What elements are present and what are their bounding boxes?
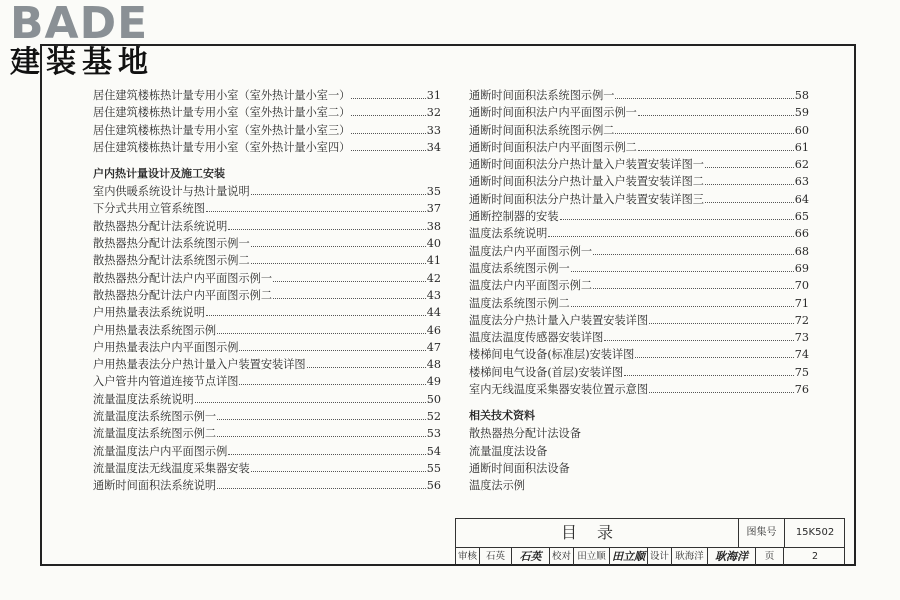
- toc-left-list: [93, 183, 441, 494]
- designer-signature: 耿海洋: [708, 548, 756, 565]
- toc-entry: [93, 183, 441, 200]
- toc-entry-title: 居住建筑楼栋热计量专用小室（室外热计量小室二）: [93, 106, 351, 120]
- toc-entry: [469, 139, 809, 156]
- toc-entry: [93, 304, 441, 321]
- toc-entry-page: 55: [426, 461, 441, 475]
- toc-entry-page: 40: [426, 237, 441, 251]
- toc-entry: [93, 339, 441, 356]
- dot-leader: [228, 220, 425, 230]
- dot-leader: [604, 331, 793, 341]
- dot-leader: [217, 479, 426, 489]
- toc-entry: [93, 460, 441, 477]
- toc-entry-title: 居住建筑楼栋热计量专用小室（室外热计量小室一）: [93, 89, 351, 102]
- dot-leader: [206, 202, 426, 212]
- toc-entry: [93, 373, 441, 390]
- toc-entry-title: 户用热量表法分户热计量入户装置安装详图: [93, 358, 306, 372]
- dot-leader: [615, 124, 793, 134]
- dot-leader: [571, 262, 794, 272]
- toc-entry-page: 56: [426, 479, 441, 493]
- checker-name: 田立顺: [574, 548, 610, 565]
- toc-entry-title: 通断控制器的安装: [469, 210, 559, 224]
- toc-entry-title: 室内供暖系统设计与热计量说明: [93, 185, 250, 199]
- toc-entry: [469, 295, 809, 312]
- title-block: [455, 518, 845, 564]
- toc-entry-title: 户用热量表法户内平面图示例: [93, 340, 239, 354]
- checker-signature: 田立顺: [610, 548, 648, 565]
- toc-entry: [469, 104, 809, 121]
- dot-leader: [649, 383, 794, 393]
- design-label: 设计: [648, 548, 672, 565]
- toc-entry-page: 62: [794, 158, 809, 172]
- toc-entry: [93, 139, 441, 156]
- toc-entry-page: 69: [794, 261, 809, 275]
- toc-entry-title: 流量温度法户内平面图示例: [93, 444, 228, 458]
- toc-right-list: [469, 87, 809, 398]
- toc-entry-title: 通断时间面积法分户热计量入户装置安装详图二: [469, 175, 704, 189]
- dot-leader: [251, 462, 426, 472]
- toc-entry-page: 65: [794, 210, 809, 224]
- toc-entry: [469, 381, 809, 398]
- reviewer-name: 石英: [480, 548, 512, 565]
- toc-entry-title: 散热器热分配计法系统说明: [93, 219, 228, 233]
- toc-entry-page: 44: [426, 306, 441, 320]
- toc-entry: [93, 287, 441, 304]
- drawing-title: 目录: [560, 523, 633, 542]
- toc-entry-title: 通断时间面积法系统说明: [93, 479, 217, 493]
- dot-leader: [635, 348, 793, 358]
- toc-entry-title: 温度法户内平面图示例一: [469, 244, 593, 258]
- dot-leader: [307, 358, 426, 368]
- toc-entry-page: 43: [426, 288, 441, 302]
- title-block-sign-row: [456, 548, 844, 565]
- toc-entry-page: 66: [794, 227, 809, 241]
- toc-entry-page: 38: [426, 219, 441, 233]
- toc-entry-title: 居住建筑楼栋热计量专用小室（室外热计量小室三）: [93, 123, 351, 137]
- toc-entry-page: 50: [426, 392, 441, 406]
- toc-entry-title: 温度法系统说明: [469, 227, 548, 241]
- toc-entry-page: 34: [426, 140, 441, 154]
- toc-entry-page: 42: [426, 271, 441, 285]
- toc-entry: [469, 191, 809, 208]
- page-label: 页: [756, 548, 784, 565]
- toc-entry-page: 70: [794, 279, 809, 293]
- section-title-indoor: 户内热计量设计及施工安装: [93, 167, 225, 181]
- section-gap: [93, 156, 441, 164]
- toc-entry-title: 流量温度法系统图示例一: [93, 410, 217, 424]
- related-item: 温度法示例: [469, 479, 525, 493]
- toc-entry-page: 76: [794, 383, 809, 397]
- bade-logo-chinese: 建装基地: [10, 45, 154, 80]
- toc-entry-page: 31: [426, 89, 441, 102]
- dot-leader: [251, 185, 426, 195]
- toc-entry-title: 流量温度法系统说明: [93, 392, 194, 406]
- toc-entry: [93, 443, 441, 460]
- toc-entry-title: 居住建筑楼栋热计量专用小室（室外热计量小室四）: [93, 140, 351, 154]
- section-gap: [469, 398, 809, 406]
- toc-entry: [93, 322, 441, 339]
- toc-entry-page: 46: [426, 323, 441, 337]
- toc-entry: [469, 122, 809, 139]
- toc-entry: [93, 391, 441, 408]
- toc-entry-title: 通断时间面积法户内平面图示例二: [469, 140, 637, 154]
- review-label: 审核: [456, 548, 480, 565]
- toc-entry-title: 散热器热分配计法户内平面图示例二: [93, 288, 273, 302]
- toc-entry: [93, 425, 441, 442]
- toc-left-column: [93, 87, 441, 495]
- toc-entry-title: 户用热量表法系统说明: [93, 306, 205, 320]
- toc-entry-page: 32: [426, 106, 441, 120]
- related-item: 流量温度法设备: [469, 444, 548, 458]
- toc-entry-title: 室内无线温度采集器安装位置示意图: [469, 383, 649, 397]
- toc-entry-page: 59: [794, 106, 809, 120]
- dot-leader: [593, 279, 794, 289]
- toc-entry-page: 71: [794, 296, 809, 310]
- toc-entry-title: 温度法温度传感器安装详图: [469, 331, 604, 345]
- toc-entry: [469, 243, 809, 260]
- toc-entry: [93, 270, 441, 287]
- toc-entry-title: 温度法分户热计量入户装置安装详图: [469, 313, 649, 327]
- dot-leader: [615, 89, 793, 99]
- dot-leader: [351, 124, 425, 134]
- bade-logo: BADE: [10, 0, 149, 49]
- dot-leader: [638, 141, 794, 151]
- toc-entry-title: 温度法系统图示例一: [469, 261, 570, 275]
- designer-name: 耿海洋: [672, 548, 708, 565]
- dot-leader: [351, 141, 425, 151]
- toc-entry-title: 流量温度法系统图示例二: [93, 427, 217, 441]
- dot-leader: [217, 324, 426, 334]
- toc-entry-page: 48: [426, 358, 441, 372]
- toc-entry: [469, 156, 809, 173]
- toc-entry-page: 35: [426, 185, 441, 199]
- dot-leader: [593, 245, 794, 255]
- dot-leader: [251, 254, 426, 264]
- toc-entry-page: 33: [426, 123, 441, 137]
- toc-entry: [469, 277, 809, 294]
- toc-entry-page: 73: [794, 331, 809, 345]
- toc-entry-page: 58: [794, 89, 809, 102]
- toc-entry-page: 64: [794, 192, 809, 206]
- toc-entry: [93, 235, 441, 252]
- related-item: 散热器热分配计法设备: [469, 427, 581, 441]
- dot-leader: [217, 410, 426, 420]
- toc-entry: [93, 122, 441, 139]
- toc-entry: [469, 329, 809, 346]
- dot-leader: [560, 210, 794, 220]
- toc-entry: [469, 173, 809, 190]
- dot-leader: [273, 272, 426, 282]
- dot-leader: [217, 427, 426, 437]
- toc-entry-title: 户用热量表法系统图示例: [93, 323, 217, 337]
- dot-leader: [548, 227, 793, 237]
- toc-entry: [469, 260, 809, 277]
- toc-right-column: [469, 87, 809, 495]
- toc-entry: [93, 477, 441, 494]
- toc-entry: [93, 87, 441, 104]
- dot-leader: [351, 89, 425, 99]
- toc-entry: [469, 364, 809, 381]
- toc-entry-title: 温度法户内平面图示例二: [469, 279, 593, 293]
- dot-leader: [273, 289, 426, 299]
- toc-entry-page: 47: [426, 340, 441, 354]
- toc-entry-title: 散热器热分配计法系统图示例一: [93, 237, 250, 251]
- toc-entry: [93, 408, 441, 425]
- check-label: 校对: [550, 548, 574, 565]
- toc-entry: [469, 87, 809, 104]
- dot-leader: [649, 314, 794, 324]
- toc-entry-title: 入户管井内管道连接节点详图: [93, 375, 239, 389]
- toc-entry-title: 散热器热分配计法户内平面图示例一: [93, 271, 273, 285]
- toc-entry-title: 通断时间面积法系统图示例一: [469, 89, 615, 102]
- toc-entry-page: 41: [426, 254, 441, 268]
- dot-leader: [239, 375, 425, 385]
- toc-entry-page: 54: [426, 444, 441, 458]
- dot-leader: [638, 106, 794, 116]
- toc-entry-title: 通断时间面积法分户热计量入户装置安装详图三: [469, 192, 704, 206]
- toc-entry-title: 下分式共用立管系统图: [93, 202, 205, 216]
- toc-entry-title: 温度法系统图示例二: [469, 296, 570, 310]
- dot-leader: [705, 193, 794, 203]
- toc-entry-page: 52: [426, 410, 441, 424]
- toc-entry-title: 通断时间面积法系统图示例二: [469, 123, 615, 137]
- atlas-number: 15K502: [795, 527, 835, 538]
- toc-entry: [93, 218, 441, 235]
- reviewer-signature: 石英: [512, 548, 550, 565]
- dot-leader: [195, 393, 426, 403]
- toc-entry-title: 流量温度法无线温度采集器安装: [93, 461, 250, 475]
- dot-leader: [206, 306, 426, 316]
- toc-entry-title: 楼梯间电气设备(标准层)安装详图: [469, 348, 635, 362]
- section-title-related: 相关技术资料: [469, 409, 535, 423]
- toc-entry: [469, 312, 809, 329]
- toc-entry-page: 60: [794, 123, 809, 137]
- atlas-number-label: 图集号: [738, 519, 785, 547]
- toc-entry: [93, 356, 441, 373]
- dot-leader: [228, 445, 425, 455]
- toc-entry: [93, 104, 441, 121]
- toc-entry-page: 53: [426, 427, 441, 441]
- toc-entry-page: 75: [794, 365, 809, 379]
- title-block-top-row: [456, 519, 844, 548]
- toc-entry: [469, 225, 809, 242]
- toc-left-top-list: [93, 87, 441, 156]
- toc-entry: [469, 208, 809, 225]
- toc-entry: [469, 346, 809, 363]
- toc-entry-title: 楼梯间电气设备(首层)安装详图: [469, 365, 624, 379]
- toc-entry-page: 68: [794, 244, 809, 258]
- toc-entry-title: 通断时间面积法分户热计量入户装置安装详图一: [469, 158, 704, 172]
- dot-leader: [571, 297, 794, 307]
- toc-entry-page: 61: [794, 140, 809, 154]
- toc-entry-page: 74: [794, 348, 809, 362]
- toc-entry-title: 通断时间面积法户内平面图示例一: [469, 106, 637, 120]
- toc-entry: [93, 200, 441, 217]
- related-materials-list: [469, 425, 809, 494]
- dot-leader: [239, 341, 425, 351]
- toc-entry-page: 63: [794, 175, 809, 189]
- toc-entry-title: 散热器热分配计法系统图示例二: [93, 254, 250, 268]
- dot-leader: [251, 237, 426, 247]
- toc-entry-page: 49: [426, 375, 441, 389]
- dot-leader: [705, 175, 794, 185]
- toc-entry-page: 72: [794, 313, 809, 327]
- page-number: 2: [811, 551, 819, 562]
- dot-leader: [624, 366, 794, 376]
- toc-entry-page: 37: [426, 202, 441, 216]
- dot-leader: [705, 158, 794, 168]
- toc-entry: [93, 252, 441, 269]
- related-item: 通断时间面积法设备: [469, 461, 570, 475]
- dot-leader: [351, 106, 425, 116]
